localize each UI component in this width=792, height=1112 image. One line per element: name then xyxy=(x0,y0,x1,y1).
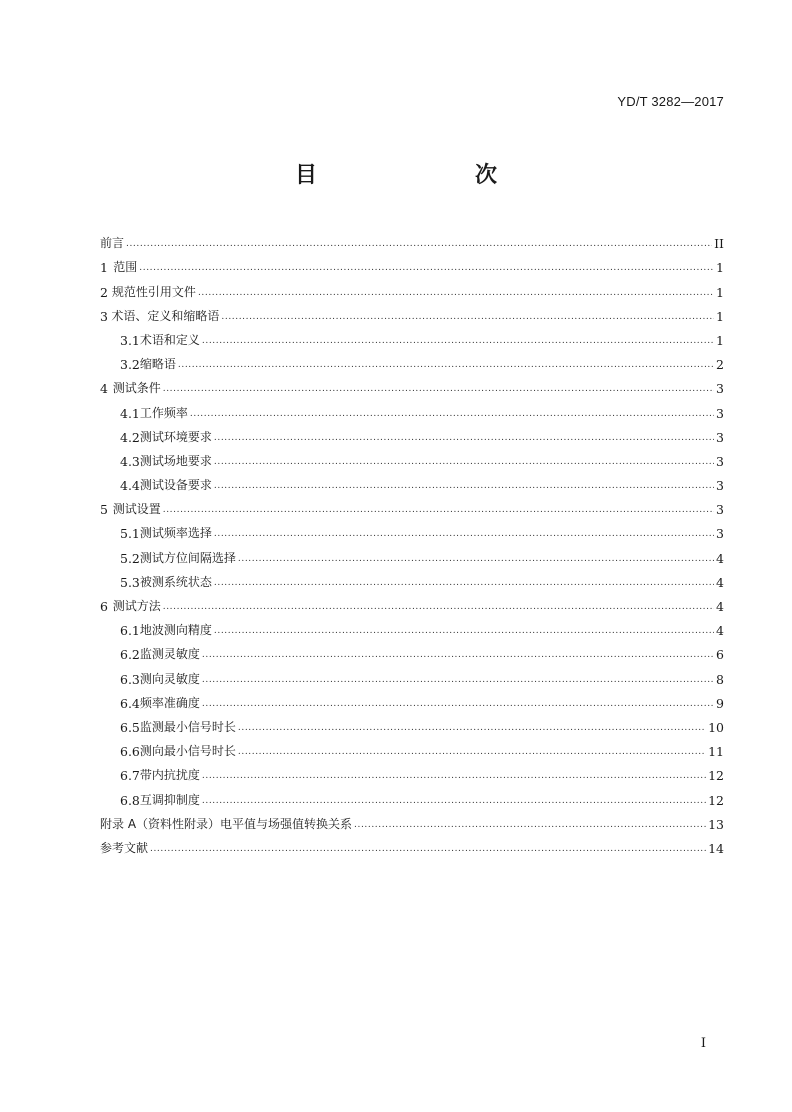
toc-leader-dots xyxy=(190,407,714,421)
toc-entry-label: 被测系统状态 xyxy=(139,574,212,589)
toc-entry[interactable] xyxy=(100,711,724,735)
toc-leader-dots xyxy=(139,261,714,275)
toc-leader-dots xyxy=(214,455,714,469)
toc-entry-number: 5.3 xyxy=(120,574,140,590)
toc-entry-label: 测试场地要求 xyxy=(139,453,212,468)
toc-entry[interactable] xyxy=(100,662,724,686)
toc-entry-page: 6 xyxy=(716,647,724,663)
toc-leader-dots xyxy=(238,721,706,735)
toc-entry-label: 附录 A（资料性附录）电平值与场强值转换关系 xyxy=(100,816,353,831)
toc-entry[interactable] xyxy=(100,590,724,614)
toc-leader-dots xyxy=(178,358,714,372)
toc-entry-label: 测试条件 xyxy=(112,381,161,396)
toc-leader-dots xyxy=(214,576,714,590)
toc-leader-dots xyxy=(214,624,714,638)
toc-entry-page: 1 xyxy=(716,332,724,348)
toc-leader-dots xyxy=(214,527,714,541)
toc-leader-dots xyxy=(238,745,706,759)
toc-entry-number: 4.4 xyxy=(120,478,140,494)
toc-entry-number: 4.3 xyxy=(120,453,140,469)
toc-entry-label: 测试频率选择 xyxy=(139,526,212,541)
toc-entry-number: 3.2 xyxy=(120,357,140,373)
toc-leader-dots xyxy=(163,600,714,614)
toc-entry[interactable] xyxy=(100,832,724,856)
toc-leader-dots xyxy=(202,648,714,662)
toc-entry-number: 6.5 xyxy=(120,719,140,735)
toc-entry-number: 6.8 xyxy=(120,792,140,808)
toc-entry[interactable] xyxy=(100,227,724,251)
toc-entry-number: 6 xyxy=(100,599,108,614)
toc-entry-label: 测试方法 xyxy=(112,599,161,613)
toc-entry-label: 监测灵敏度 xyxy=(139,647,200,662)
toc-entry-page: 4 xyxy=(716,599,724,614)
toc-entry-label: 测向灵敏度 xyxy=(139,671,200,686)
toc-leader-dots xyxy=(214,479,714,493)
toc-entry-label: 术语、定义和缩略语 xyxy=(111,308,220,323)
toc-entry-label: 前言 xyxy=(100,236,125,251)
table-of-contents xyxy=(100,227,724,856)
toc-entry-page: II xyxy=(714,236,724,252)
toc-entry[interactable] xyxy=(100,541,724,565)
toc-entry[interactable] xyxy=(100,638,724,662)
toc-entry-number: 4.2 xyxy=(120,429,140,445)
toc-entry[interactable] xyxy=(100,372,724,396)
toc-entry-label: 监测最小信号时长 xyxy=(139,719,236,734)
toc-entry-page: 12 xyxy=(708,768,724,784)
toc-leader-dots xyxy=(238,552,714,566)
toc-entry-label: 频率准确度 xyxy=(139,695,200,710)
toc-leader-dots xyxy=(163,382,714,396)
toc-entry-page: 9 xyxy=(716,695,724,711)
toc-entry-number: 6.4 xyxy=(120,695,140,711)
toc-entry-page: 3 xyxy=(716,453,724,469)
toc-leader-dots xyxy=(202,794,706,808)
toc-leader-dots xyxy=(150,842,706,856)
toc-entry-number: 3.1 xyxy=(120,332,140,348)
toc-entry-number: 4.1 xyxy=(120,405,140,421)
toc-leader-dots xyxy=(163,503,714,517)
toc-entry-number: 3 xyxy=(100,308,108,324)
toc-entry-label: 测试方位间隔选择 xyxy=(139,550,236,565)
toc-entry[interactable] xyxy=(100,735,724,759)
toc-entry-label: 参考文献 xyxy=(100,840,149,855)
toc-entry-number: 4 xyxy=(100,381,108,397)
toc-entry[interactable] xyxy=(100,759,724,783)
toc-leader-dots xyxy=(202,334,714,348)
toc-entry-number: 5 xyxy=(100,502,108,518)
toc-entry-page: 3 xyxy=(716,526,724,542)
toc-entry-page: 4 xyxy=(716,550,724,566)
toc-leader-dots xyxy=(202,697,714,711)
toc-entry[interactable] xyxy=(100,783,724,807)
toc-entry-label: 测试设备要求 xyxy=(139,478,212,493)
toc-entry[interactable] xyxy=(100,687,724,711)
toc-entry-label: 测向最小信号时长 xyxy=(139,744,236,759)
toc-entry-label: 测试环境要求 xyxy=(139,429,212,444)
toc-title: 目 次 xyxy=(294,163,535,188)
toc-entry-page: 10 xyxy=(708,719,724,735)
toc-entry-number: 6.6 xyxy=(120,744,140,760)
toc-entry-page: 13 xyxy=(708,816,724,832)
toc-entry-label: 工作频率 xyxy=(139,405,188,420)
toc-entry-number: 1 xyxy=(100,260,108,276)
standard-code: YD/T 3282—2017 xyxy=(617,94,724,109)
toc-entry-page: 3 xyxy=(716,429,724,445)
toc-entry-label: 互调抑制度 xyxy=(139,792,200,807)
toc-entry[interactable] xyxy=(100,421,724,445)
page-number: I xyxy=(700,1036,706,1051)
toc-entry-page: 1 xyxy=(716,260,724,276)
toc-entry-number: 5.2 xyxy=(120,550,140,566)
toc-entry-label: 带内抗扰度 xyxy=(139,768,200,783)
toc-entry-label: 缩略语 xyxy=(139,357,176,372)
toc-entry-page: 2 xyxy=(716,357,724,373)
toc-entry[interactable] xyxy=(100,396,724,420)
toc-entry-page: 3 xyxy=(716,381,724,397)
toc-entry-page: 4 xyxy=(716,623,724,639)
toc-entry[interactable] xyxy=(100,275,724,299)
toc-entry-label: 术语和定义 xyxy=(139,332,200,347)
toc-entry[interactable] xyxy=(100,566,724,590)
toc-entry[interactable] xyxy=(100,324,724,348)
toc-entry[interactable] xyxy=(100,251,724,275)
toc-entry[interactable] xyxy=(100,808,724,832)
toc-entry[interactable] xyxy=(100,614,724,638)
toc-entry-page: 14 xyxy=(708,840,724,856)
toc-entry-label: 地波测向精度 xyxy=(139,623,212,638)
toc-entry-page: 4 xyxy=(716,574,724,590)
toc-entry[interactable] xyxy=(100,348,724,372)
toc-entry-number: 6.1 xyxy=(120,623,140,639)
toc-entry-page: 1 xyxy=(716,308,724,324)
toc-leader-dots xyxy=(202,673,714,687)
toc-entry-number: 5.1 xyxy=(120,526,140,542)
toc-leader-dots xyxy=(221,310,714,324)
toc-leader-dots xyxy=(214,431,714,445)
toc-leader-dots xyxy=(354,818,706,832)
toc-entry-page: 3 xyxy=(716,502,724,518)
toc-entry-page: 11 xyxy=(708,744,724,760)
toc-entry[interactable] xyxy=(100,493,724,517)
toc-entry-page: 3 xyxy=(716,478,724,494)
toc-entry-number: 6.7 xyxy=(120,768,140,784)
toc-leader-dots xyxy=(198,286,714,300)
toc-entry-label: 范围 xyxy=(113,260,138,275)
toc-entry[interactable] xyxy=(100,445,724,469)
toc-entry-page: 8 xyxy=(716,671,724,687)
toc-entry-number: 6.3 xyxy=(120,671,140,687)
toc-leader-dots xyxy=(202,769,706,783)
toc-entry-page: 1 xyxy=(716,284,724,300)
toc-entry-page: 3 xyxy=(716,405,724,421)
toc-entry[interactable] xyxy=(100,469,724,493)
toc-entry-number: 6.2 xyxy=(120,647,140,663)
toc-leader-dots xyxy=(126,237,712,251)
toc-entry-number: 2 xyxy=(100,284,108,300)
toc-entry-label: 测试设置 xyxy=(112,502,161,517)
toc-entry[interactable] xyxy=(100,300,724,324)
toc-entry-page: 12 xyxy=(708,792,724,808)
toc-entry[interactable] xyxy=(100,517,724,541)
toc-entry-label: 规范性引用文件 xyxy=(111,284,196,299)
